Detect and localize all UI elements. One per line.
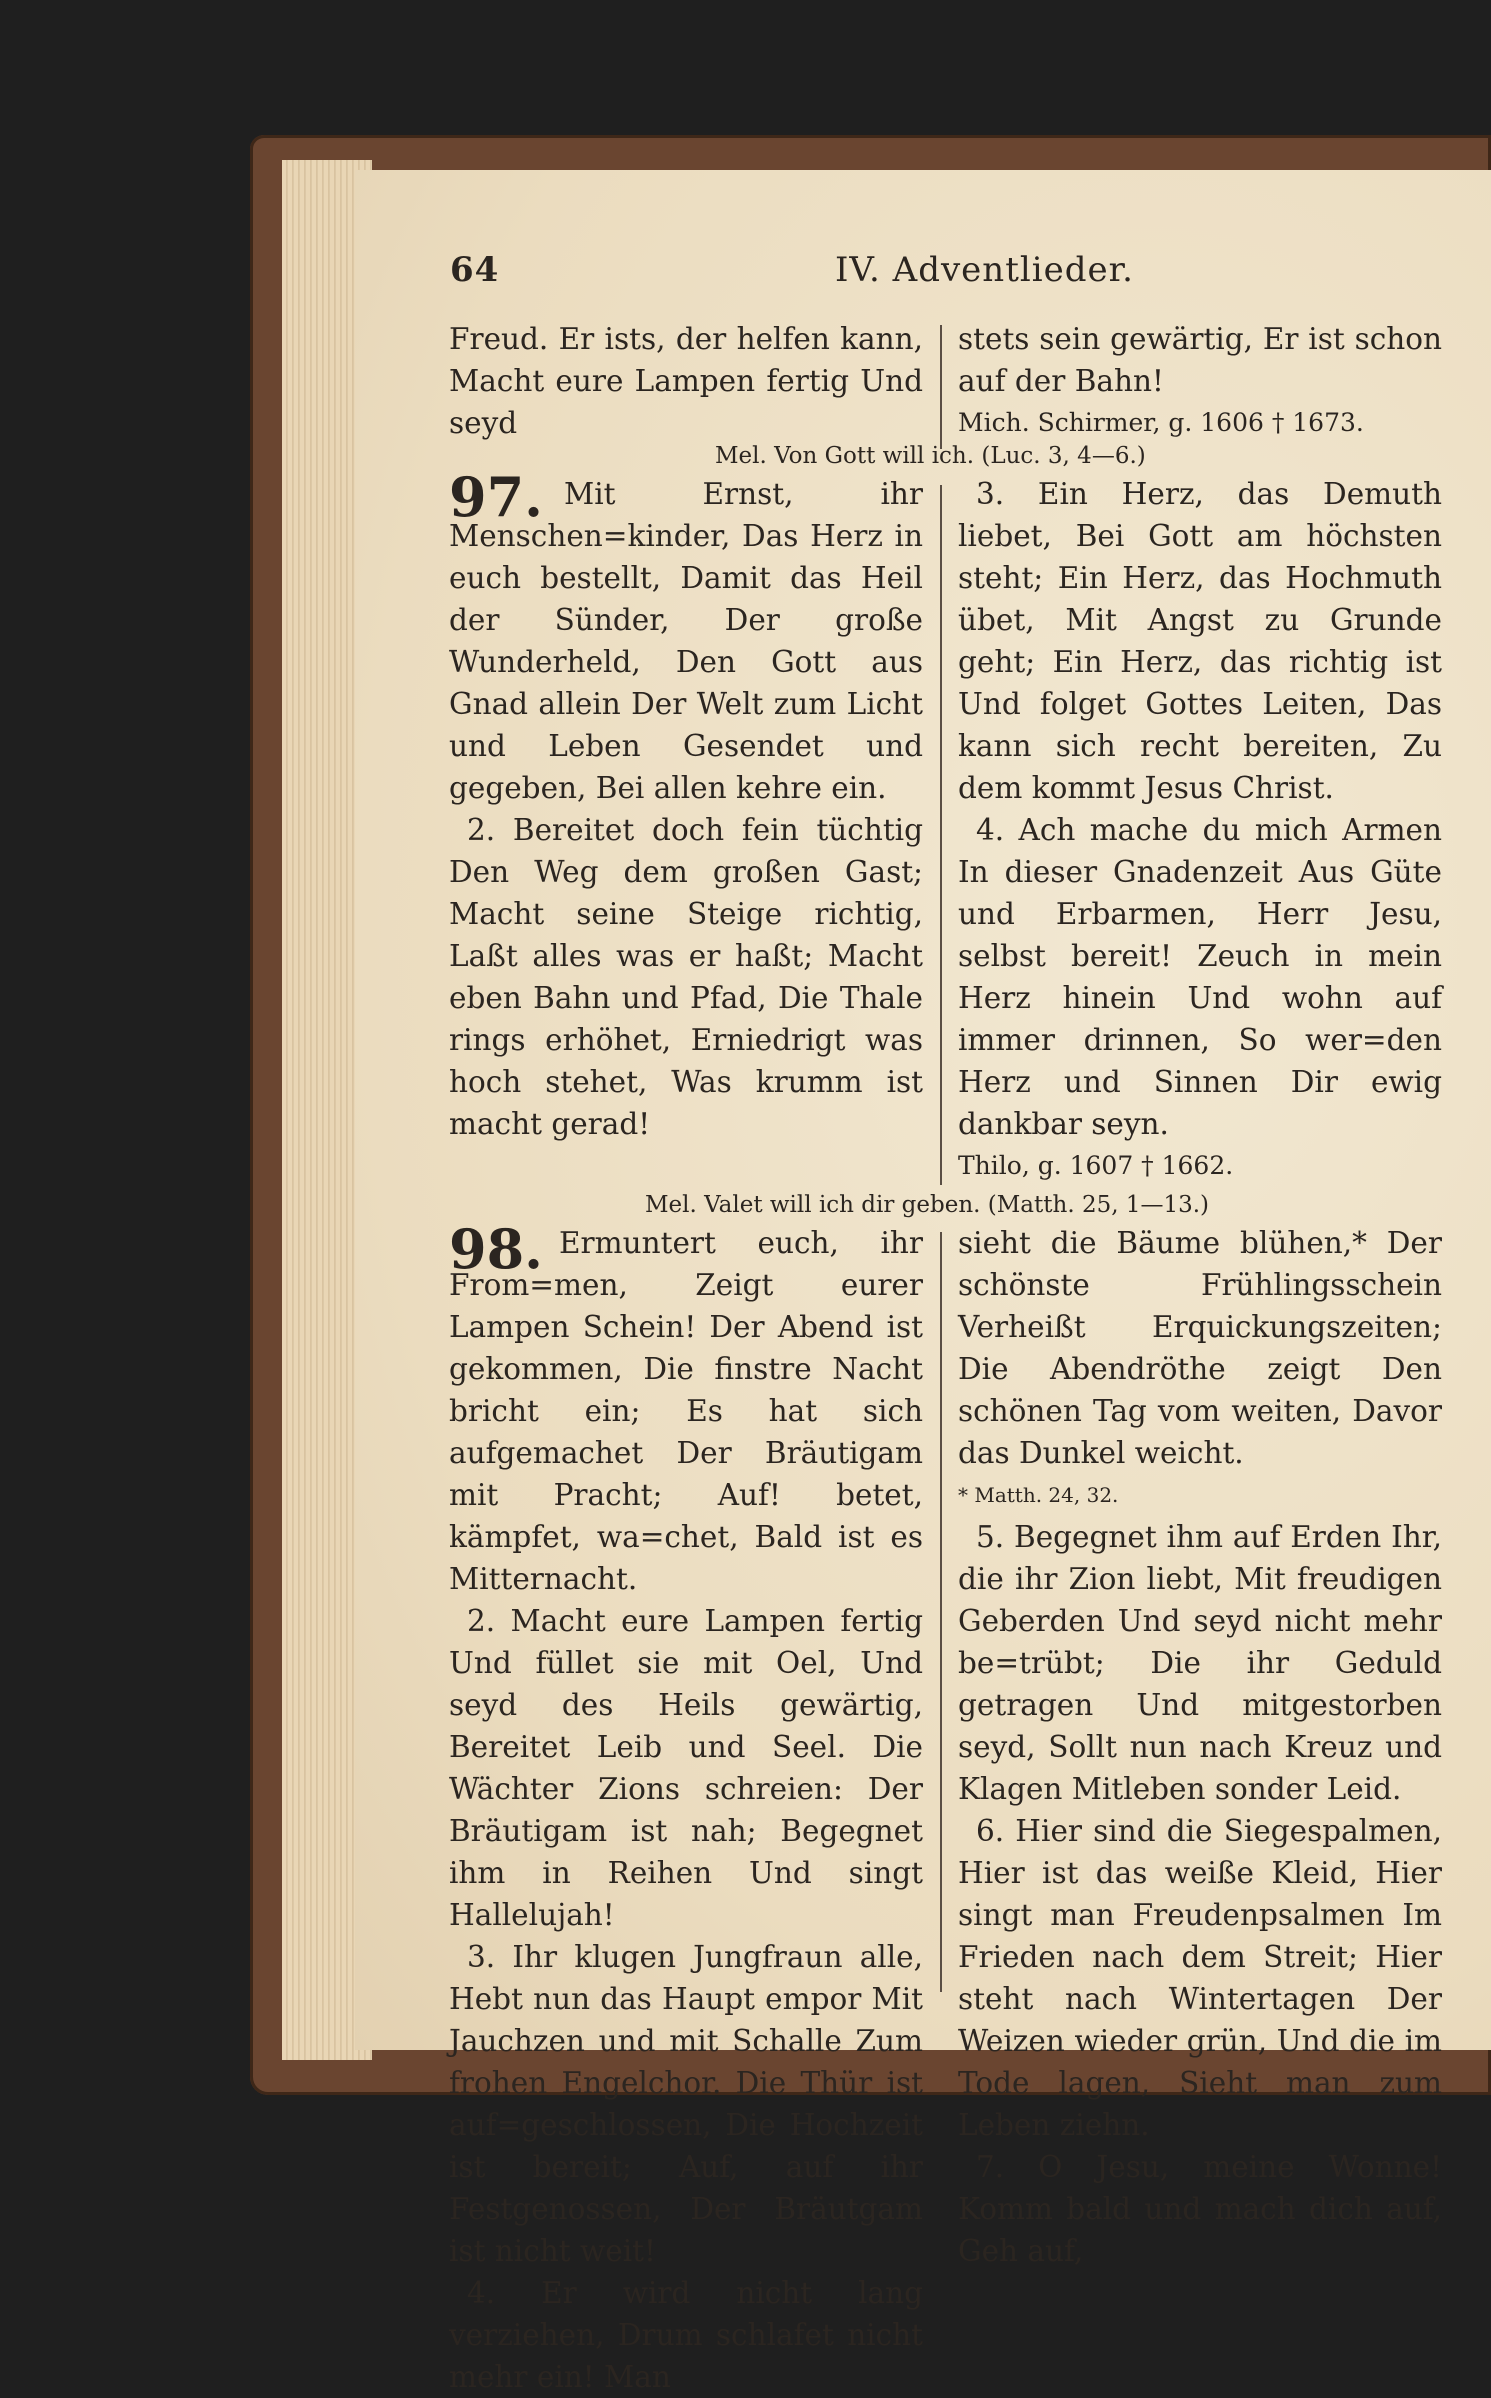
page-number: 64: [450, 250, 500, 290]
continuation-left: [449, 318, 923, 444]
hymn-97-verse-4: 4. Ach mache du mich Armen In dieser Gnadenzeit Aus Güte und Erbarmen, Herr Jesu, selbst bereit! Zeuch in mein Herz hinein Und wohn auf immer drinnen, So wer=den Herz und Sinnen Dir ewig dankbar seyn.: [958, 813, 1442, 1141]
hymn-97-melody: Mel. Von Gott will ich. (Luc. 3, 4—6.): [715, 443, 1146, 469]
hymn-98-right-column: [958, 1222, 1442, 2272]
hymn-98-verse-2: 2. Macht eure Lampen fertig Und füllet sie mit Oel, Und seyd des Heils gewärtig, Bereitet Leib und Seel. Die Wächter Zions schreien: Der Bräutigam ist nah; Begegnet ihm in Reihen Und singt Hallelujah!: [449, 1604, 923, 1932]
hymn-97-verse-1: Mit Ernst, ihr Menschen=kinder, Das Herz in euch bestellt, Damit das Heil der Sünder, Der große Wunderheld, Den Gott aus Gnad allein Der Welt zum Licht und Leben Gesendet und gegeben, Bei allen kehre ein.: [449, 477, 923, 805]
column-separator-1: [940, 325, 942, 449]
hymn-97-verse-3: 3. Ein Herz, das Demuth liebet, Bei Gott am höchsten steht; Ein Herz, das Hochmuth übet, Mit Angst zu Grunde geht; Ein Herz, das richtig ist Und folget Gottes Leiten, Das kann sich recht bereiten, Zu dem kommt Jesus Christ.: [958, 477, 1442, 805]
hymn-98-melody: Mel. Valet will ich dir geben. (Matth. 25, 1—13.): [645, 1192, 1210, 1218]
page-header: [450, 250, 1440, 310]
hymn-98-left-column: [449, 1217, 923, 2398]
hymn-97-number: 97.: [449, 465, 543, 529]
book-page: [355, 170, 1491, 2394]
hymn-98-verse-4-start: 4. Er wird nicht lang verziehen, Drum schlafet nicht mehr ein! Man: [449, 2276, 923, 2394]
hymn-98-verse-5: 5. Begegnet ihm auf Erden Ihr, die ihr Zion liebt, Mit freudigen Geberden Und seyd nicht mehr be=trübt; Die ihr Geduld getragen Und mitgestorben seyd, Sollt nun nach Kreuz und Klagen Mitleben sonder Leid.: [958, 1520, 1442, 1806]
hymn-97-left-column: [449, 473, 923, 1145]
continuation-right-text: stets sein gewärtig, Er ist schon auf der Bahn!: [958, 322, 1442, 398]
hymn-97-right-column: [958, 473, 1442, 1187]
column-separator-2: [940, 485, 942, 1185]
continuation-left-text: Freud. Er ists, der helfen kann, Macht eure Lampen fertig Und seyd: [449, 322, 923, 440]
continuation-right: [958, 318, 1442, 444]
hymn-98-footnote: * Matth. 24, 32.: [958, 1483, 1119, 1507]
column-separator-3: [940, 1232, 942, 1992]
hymn-98-number: 98.: [449, 1217, 543, 1281]
hymn-98-verse-7-start: 7. O Jesu, meine Wonne! Komm bald und mach dich auf, Geh auf,: [958, 2150, 1442, 2268]
hymn-98-verse-1: Ermuntert euch, ihr From=men, Zeigt eurer Lampen Schein! Der Abend ist gekommen, Die finstre Nacht bricht ein; Es hat sich aufgemachet Der Bräutigam mit Pracht; Auf! betet, kämpfet, wa=chet, Bald ist es Mitternacht.: [449, 1226, 923, 1596]
hymn-98-verse-3: 3. Ihr klugen Jungfraun alle, Hebt nun das Haupt empor Mit Jauchzen und mit Schalle Zum frohen Engelchor. Die Thür ist auf=geschlossen, Die Hochzeit ist bereit; Auf, auf ihr Festgenossen, Der Bräutgam ist nicht weit!: [449, 1940, 923, 2268]
running-title: IV. Adventlieder.: [835, 250, 1134, 290]
hymn-98-verse-4-cont: sieht die Bäume blühen,* Der schönste Frühlingsschein Verheißt Erquickungszeiten; Die Abendröthe zeigt Den schönen Tag vom weiten, Davor das Dunkel weicht.: [958, 1226, 1442, 1470]
hymn-98-verse-6: 6. Hier sind die Siegespalmen, Hier ist das weiße Kleid, Hier singt man Freudenpsalmen Im Frieden nach dem Streit; Hier steht nach Wintertagen Der Weizen wieder grün, Und die im Tode lagen, Sieht man zum Leben ziehn.: [958, 1814, 1442, 2142]
hymn-97-verse-2: 2. Bereitet doch fein tüchtig Den Weg dem großen Gast; Macht seine Steige richtig, Laßt alles was er haßt; Macht eben Bahn und Pfad, Die Thale rings erhöhet, Erniedrigt was hoch stehet, Was krumm ist macht gerad!: [449, 813, 923, 1141]
hymn-97-author: Thilo, g. 1607 † 1662.: [958, 1151, 1234, 1180]
author-schirmer: Mich. Schirmer, g. 1606 † 1673.: [958, 408, 1364, 437]
